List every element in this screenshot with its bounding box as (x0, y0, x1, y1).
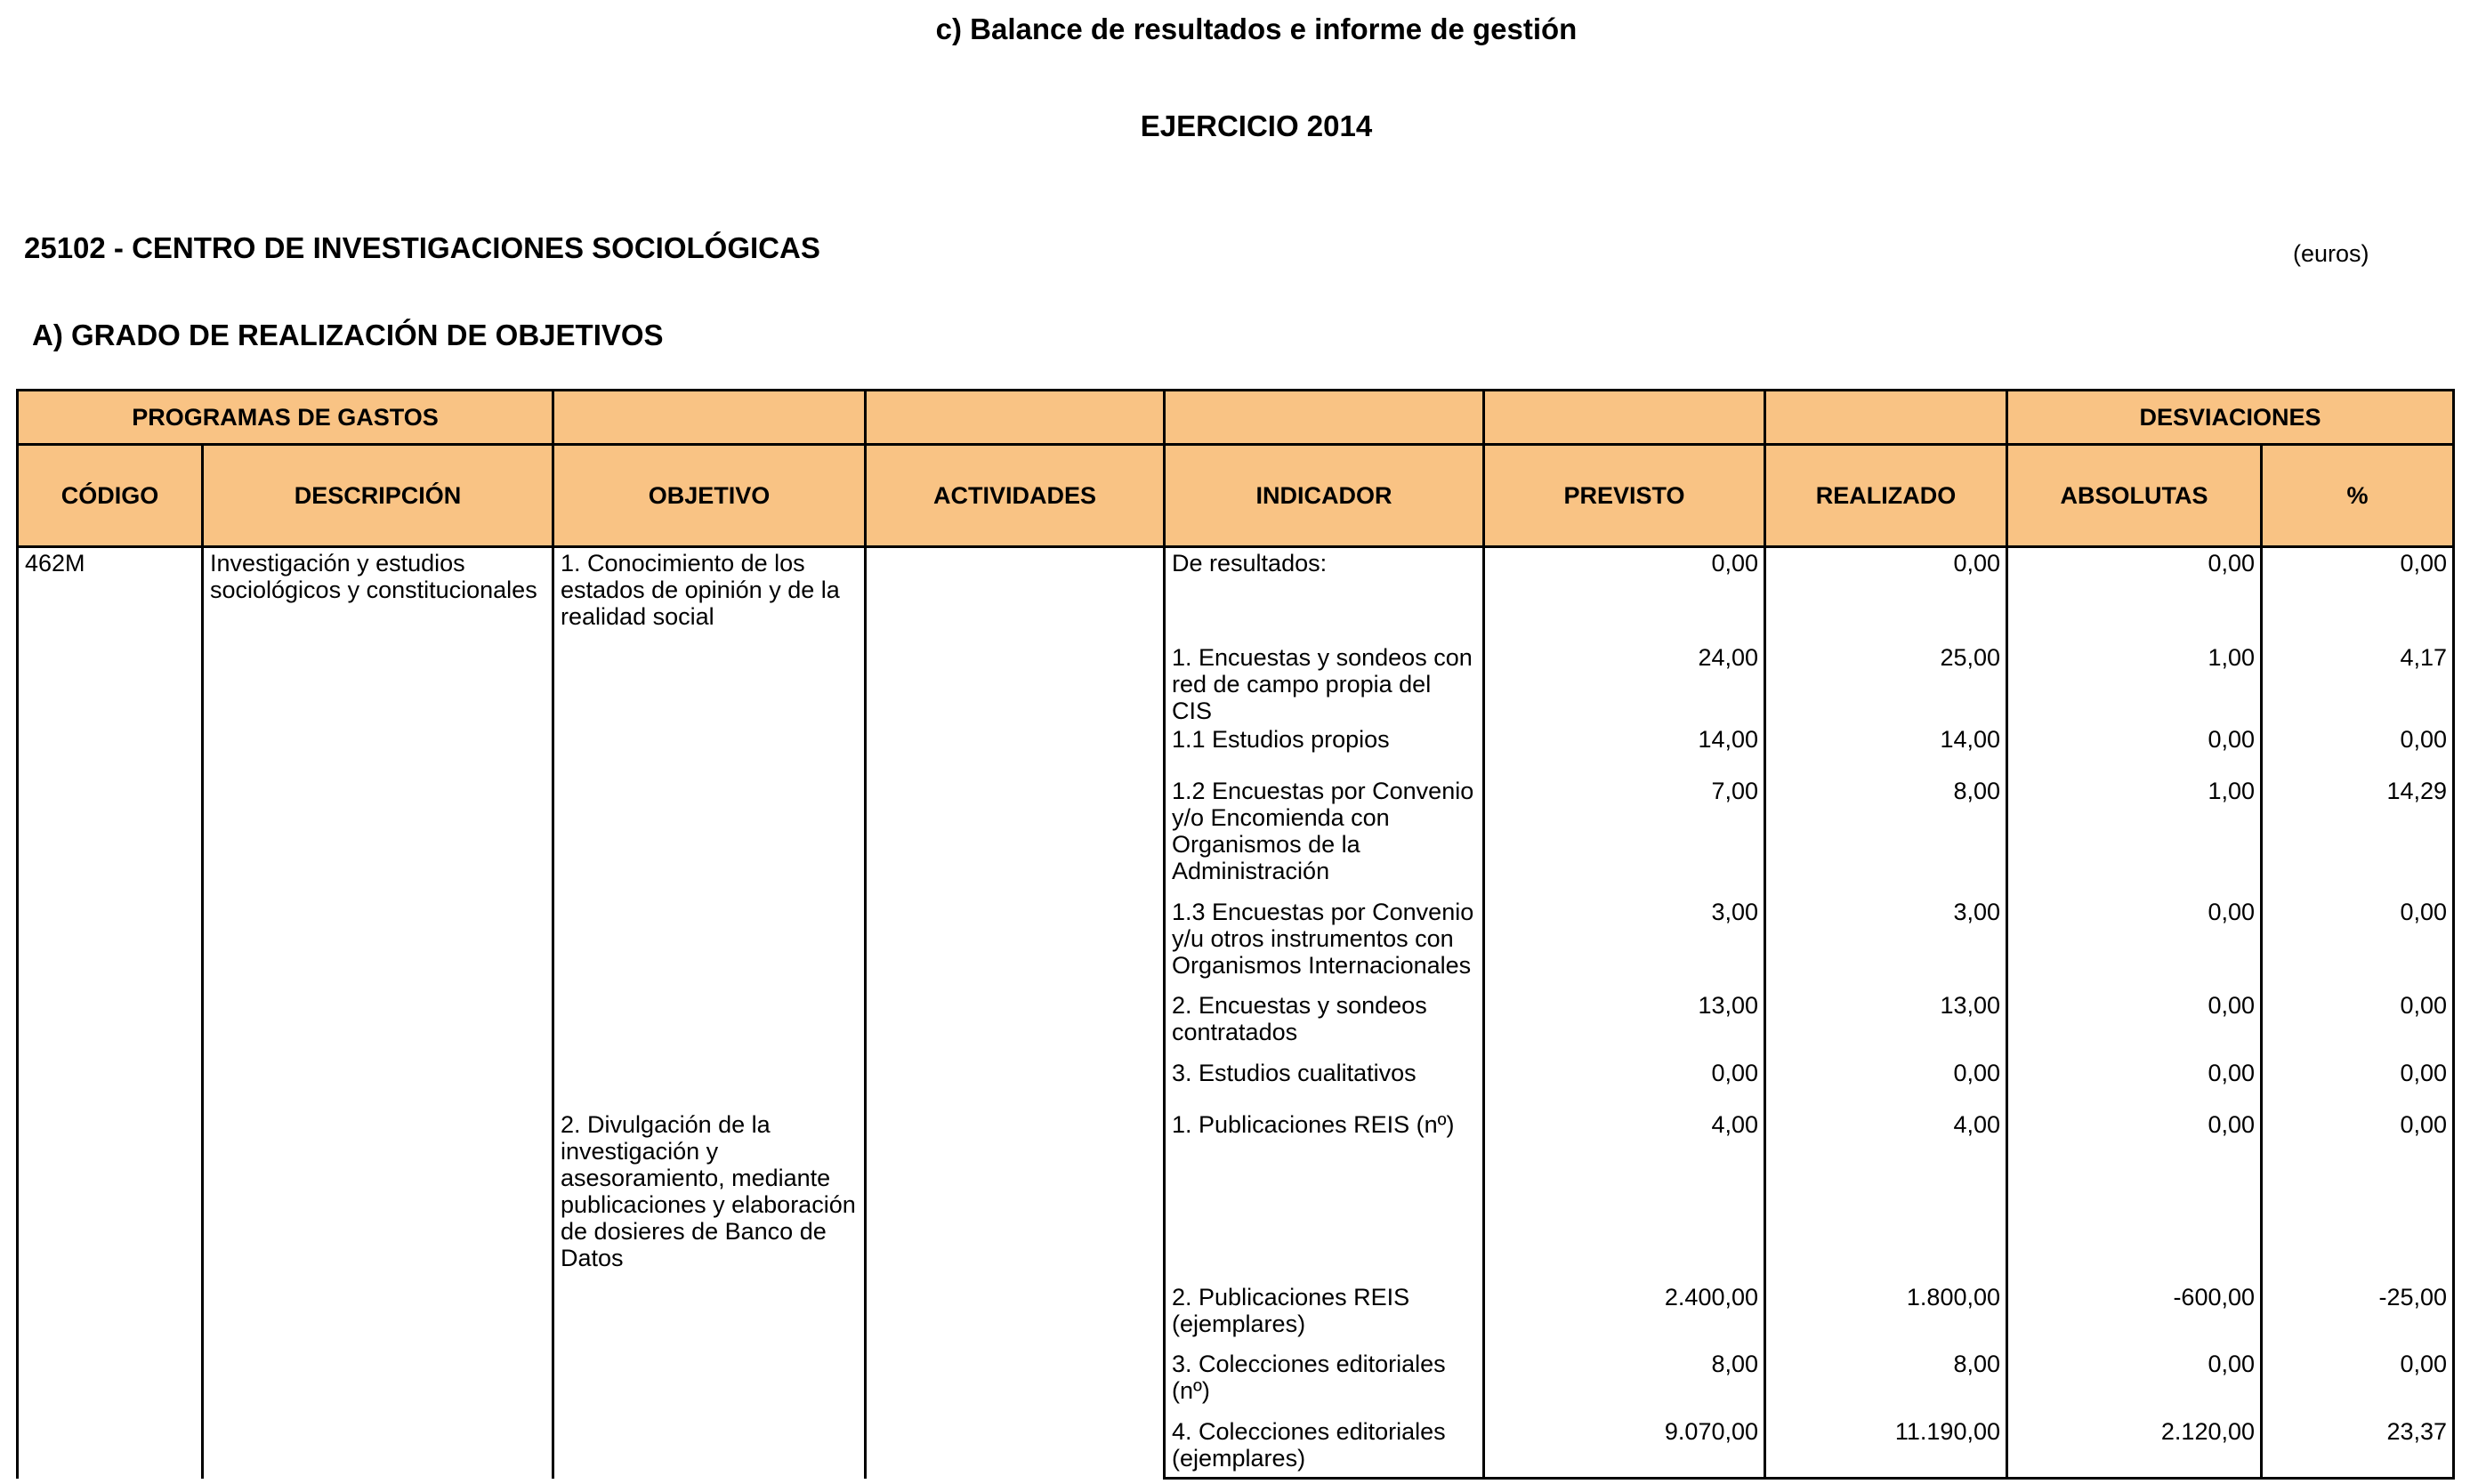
column-header-indicador: INDICADOR (1165, 445, 1484, 547)
previsto-cell: 4,00 (1484, 1109, 1765, 1282)
realizado-cell: 8,00 (1765, 1349, 2007, 1416)
group-header-empty (1165, 391, 1484, 445)
program-description: Investigación y estudios sociológicos y constitucionales (203, 547, 553, 1479)
porcentaje-cell: 23,37 (2262, 1416, 2454, 1479)
realizado-cell: 0,00 (1765, 1058, 2007, 1109)
objective-cell: 2. Divulgación de la investigación y asesoramiento, mediante publicaciones y elaboración de dosieres de Banco de Datos (553, 1109, 866, 1479)
indicator-cell: 1.3 Encuestas por Convenio y/u otros instrumentos con Organismos Internacionales (1165, 897, 1484, 990)
absolutas-cell: -600,00 (2007, 1282, 2262, 1349)
absolutas-cell: 0,00 (2007, 724, 2262, 776)
column-header-objetivo: OBJETIVO (553, 445, 866, 547)
indicator-cell: 4. Colecciones editoriales (ejemplares) (1165, 1416, 1484, 1479)
realizado-cell: 13,00 (1765, 990, 2007, 1058)
porcentaje-cell: 0,00 (2262, 724, 2454, 776)
report-title: c) Balance de resultados e informe de gestión (935, 12, 1578, 45)
indicator-cell: 3. Estudios cualitativos (1165, 1058, 1484, 1109)
porcentaje-cell: 0,00 (2262, 547, 2454, 642)
group-header-empty (866, 391, 1165, 445)
previsto-cell: 2.400,00 (1484, 1282, 1765, 1349)
porcentaje-cell: 0,00 (2262, 897, 2454, 990)
absolutas-cell: 2.120,00 (2007, 1416, 2262, 1479)
objective-cell: 1. Conocimiento de los estados de opinión y de la realidad social (553, 547, 866, 1109)
previsto-cell: 3,00 (1484, 897, 1765, 990)
realizado-cell: 25,00 (1765, 642, 2007, 724)
absolutas-cell: 0,00 (2007, 990, 2262, 1058)
section-title: A) GRADO DE REALIZACIÓN DE OBJETIVOS (32, 319, 664, 351)
porcentaje-cell: 14,29 (2262, 776, 2454, 897)
group-header-programas: PROGRAMAS DE GASTOS (18, 391, 553, 445)
group-header-row (18, 391, 2454, 445)
objectives-table (16, 389, 2455, 1480)
organism-name: 25102 - CENTRO DE INVESTIGACIONES SOCIOLÓGICAS (24, 231, 820, 264)
realizado-cell: 4,00 (1765, 1109, 2007, 1282)
absolutas-cell: 0,00 (2007, 1109, 2262, 1282)
previsto-cell: 0,00 (1484, 547, 1765, 642)
fiscal-year: EJERCICIO 2014 (1140, 109, 1373, 142)
column-header-realizado: REALIZADO (1765, 445, 2007, 547)
indicator-cell: 1. Publicaciones REIS (nº) (1165, 1109, 1484, 1282)
group-header-empty (1484, 391, 1765, 445)
realizado-cell: 3,00 (1765, 897, 2007, 990)
porcentaje-cell: 0,00 (2262, 1349, 2454, 1416)
indicator-cell: 2. Encuestas y sondeos contratados (1165, 990, 1484, 1058)
table-row (18, 547, 2454, 642)
indicator-cell: 1. Encuestas y sondeos con red de campo propia del CIS (1165, 642, 1484, 724)
porcentaje-cell: 0,00 (2262, 1058, 2454, 1109)
indicator-cell: De resultados: (1165, 547, 1484, 642)
realizado-cell: 0,00 (1765, 547, 2007, 642)
indicator-cell: 1.1 Estudios propios (1165, 724, 1484, 776)
column-header-previsto: PREVISTO (1484, 445, 1765, 547)
porcentaje-cell: 0,00 (2262, 990, 2454, 1058)
realizado-cell: 11.190,00 (1765, 1416, 2007, 1479)
porcentaje-cell: 0,00 (2262, 1109, 2454, 1282)
column-header-porcentaje: % (2262, 445, 2454, 547)
indicator-cell: 1.2 Encuestas por Convenio y/o Encomienda con Organismos de la Administración (1165, 776, 1484, 897)
indicator-cell: 2. Publicaciones REIS (ejemplares) (1165, 1282, 1484, 1349)
realizado-cell: 1.800,00 (1765, 1282, 2007, 1349)
absolutas-cell: 0,00 (2007, 1058, 2262, 1109)
previsto-cell: 24,00 (1484, 642, 1765, 724)
activities-cell (866, 547, 1165, 1479)
program-code: 462M (18, 547, 203, 1479)
porcentaje-cell: 4,17 (2262, 642, 2454, 724)
group-header-desviaciones: DESVIACIONES (2007, 391, 2454, 445)
group-header-empty (553, 391, 866, 445)
currency-units: (euros) (2293, 240, 2369, 267)
column-header-codigo: CÓDIGO (18, 445, 203, 547)
previsto-cell: 13,00 (1484, 990, 1765, 1058)
indicator-cell: 3. Colecciones editoriales (nº) (1165, 1349, 1484, 1416)
absolutas-cell: 0,00 (2007, 1349, 2262, 1416)
porcentaje-cell: -25,00 (2262, 1282, 2454, 1349)
absolutas-cell: 1,00 (2007, 642, 2262, 724)
previsto-cell: 7,00 (1484, 776, 1765, 897)
absolutas-cell: 1,00 (2007, 776, 2262, 897)
column-header-row (18, 445, 2454, 547)
column-header-descripcion: DESCRIPCIÓN (203, 445, 553, 547)
column-header-actividades: ACTIVIDADES (866, 445, 1165, 547)
realizado-cell: 14,00 (1765, 724, 2007, 776)
realizado-cell: 8,00 (1765, 776, 2007, 897)
group-header-empty (1765, 391, 2007, 445)
previsto-cell: 9.070,00 (1484, 1416, 1765, 1479)
absolutas-cell: 0,00 (2007, 547, 2262, 642)
column-header-absolutas: ABSOLUTAS (2007, 445, 2262, 547)
previsto-cell: 8,00 (1484, 1349, 1765, 1416)
absolutas-cell: 0,00 (2007, 897, 2262, 990)
previsto-cell: 14,00 (1484, 724, 1765, 776)
previsto-cell: 0,00 (1484, 1058, 1765, 1109)
